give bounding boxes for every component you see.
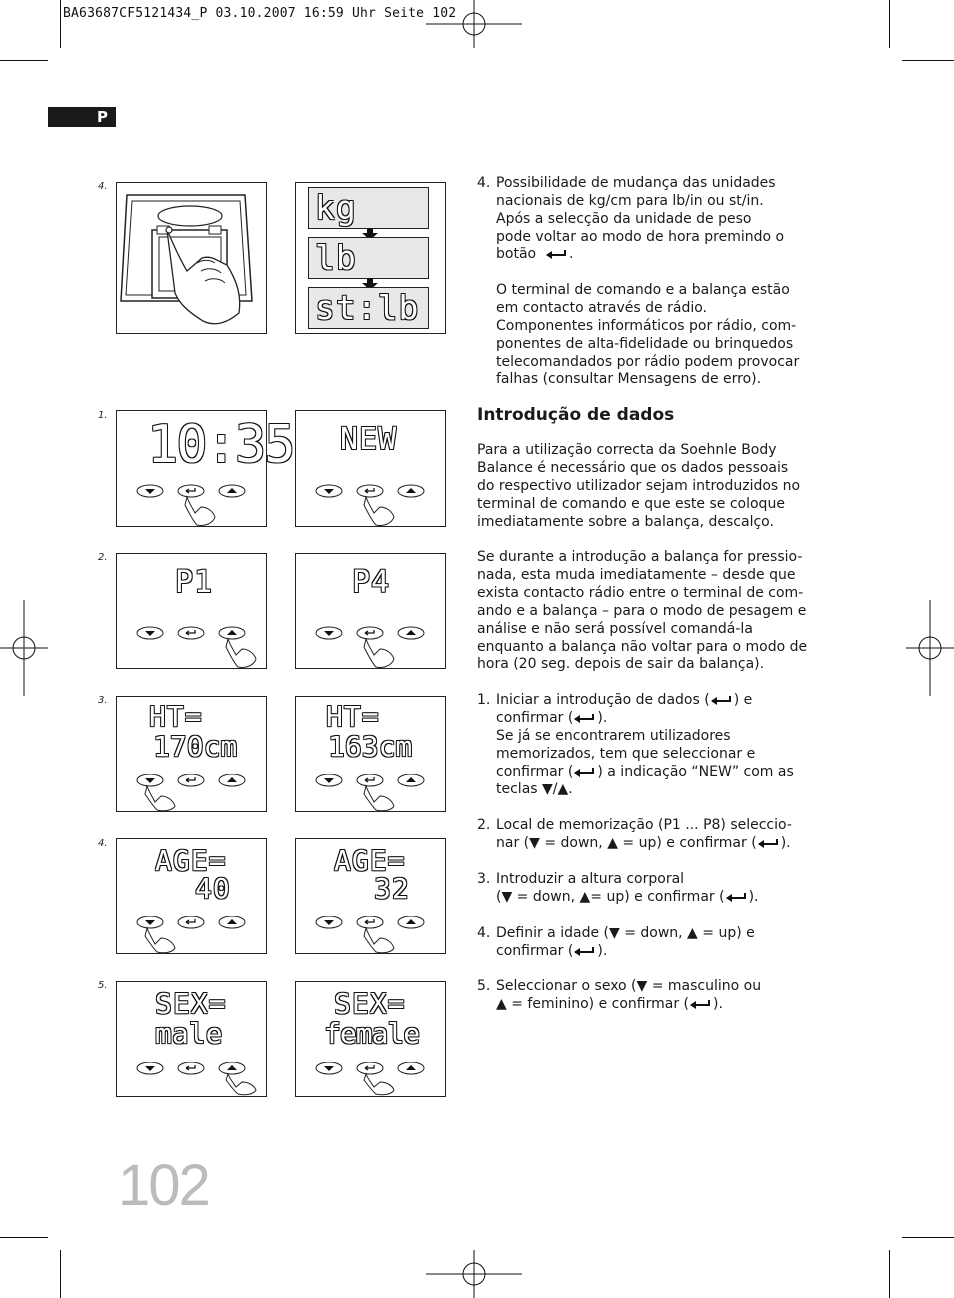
units-item [477,175,812,264]
display-panel-p4 [295,553,446,669]
text-fragment: botão [496,246,537,263]
display-panel-age-b [295,838,446,954]
text-line [496,246,812,264]
text-line: pode voltar ao modo de hora premindo o [496,228,785,245]
button-bar [314,625,434,669]
lcd-time: 10:35 [147,415,294,475]
text-fragment: ). [748,888,759,905]
text-line: em contacto através de rádio. [496,300,707,317]
scale-with-hand-icon [117,183,266,333]
lcd-p4: P4 [352,565,391,600]
crop-mark [889,1250,890,1298]
figure-step-number: 5. [98,980,108,991]
figure-step-number: 3. [98,695,108,706]
button-bar [135,1062,265,1096]
step-item [477,692,812,799]
text-line: Componentes informáticos por rádio, com- [496,317,797,334]
crop-mark [902,60,954,61]
text-fragment: ). [597,710,608,727]
text-line: telecomandados por rádio podem provocar [496,353,800,370]
page-number: 102 [118,1153,209,1218]
unit-label: st:lb [315,288,420,327]
lcd-sex-value: female [324,1017,420,1050]
unit-display-lb [308,237,429,279]
text-line: enquanto a balança não voltar para o modo de [477,638,808,655]
text-line: imediatamente sobre a balança, descalço. [477,513,774,530]
lcd-height-value: 163cm [328,730,413,763]
text-line: Após a selecção da unidade de peso [496,210,752,227]
button-bar [135,625,265,669]
text-line: falhas (consultar Mensagens de erro). [496,371,762,388]
lcd-new: NEW [340,422,398,457]
text-column [477,175,812,1014]
item-number: 2. [477,817,491,834]
text-fragment: confirmar ( [496,942,574,959]
lcd-age-label: AGE= [334,844,406,877]
crop-mark [0,1237,48,1238]
lcd-age-label: AGE= [155,844,227,877]
display-panel-sex-a [116,981,267,1097]
text-fragment: ). [713,996,723,1013]
unit-label: lb [315,238,357,277]
text-line: Balance é necessário que os dados pessoais [477,459,789,476]
registration-mark-right [906,600,954,696]
figure-step-number: 1. [98,410,108,421]
lcd-age-value: 32 [374,872,410,905]
display-panel-p1 [116,553,267,669]
step-item [477,817,812,853]
text-line: terminal de comando e que este se coloque [477,495,785,512]
text-line [496,889,812,907]
text-fragment: confirmar ( [496,710,574,727]
enter-key-icon [710,695,734,705]
paragraph [477,549,812,674]
text-fragment: confirmar ( [496,763,574,780]
paragraph [477,442,812,531]
unit-display-kg [308,187,429,229]
text-line: exista contacto rádio entre o terminal de com- [477,585,804,602]
button-bar [314,774,434,812]
unit-display-panel [295,182,446,334]
text-line: do respectivo utilizador sejam introduzidos no [477,477,801,494]
lcd-p1: P1 [175,565,214,600]
text-fragment: nar (▼ = down, ▲ = up) e confirmar ( [496,835,757,852]
enter-key-icon [757,838,781,848]
text-fragment: Iniciar a introdução de dados ( [496,692,710,709]
text-line: Seleccionar o sexo (▼ = masculino ou [496,978,762,995]
text-line: Se já se encontrarem utilizadores [496,727,731,744]
crop-mark [60,1250,61,1298]
crop-mark [902,1237,954,1238]
lcd-sex-value: male [155,1017,223,1050]
button-bar [314,916,434,954]
text-line [496,710,812,728]
lcd-sex-label: SEX= [334,987,406,1020]
figure-step-number: 4. [98,838,108,849]
figure-step-number: 4. [98,181,108,192]
text-line: Definir a idade (▼ = down, ▲ = up) e [496,924,755,941]
enter-key-icon [545,249,569,259]
display-panel-age-a [116,838,267,954]
radio-note [477,282,812,389]
lcd-sex-label: SEX= [155,987,227,1020]
lcd-height-label: HT= [149,700,203,733]
text-fragment: ). [597,942,608,959]
display-panel-time [116,410,294,527]
text-line [496,996,812,1014]
text-fragment: ) e [733,692,753,709]
button-bar [135,774,255,812]
unit-display-stlb [308,287,429,329]
text-line: teclas ▼/▲. [496,781,573,798]
text-line: análise e não será possível comandá-la [477,620,753,637]
button-bar [314,1062,434,1096]
language-tab [48,107,116,127]
unit-label: kg [315,188,357,227]
step-item [477,978,812,1014]
button-bar [135,916,255,954]
crop-mark [0,60,48,61]
text-line: Local de memorização (P1 ... P8) seleccio- [496,817,792,834]
print-header: BA63687CF5121434_P 03.10.2007 16:59 Uhr Seite 102 [63,6,457,21]
item-number: 1. [477,692,491,709]
text-line: O terminal de comando e a balança estão [496,282,790,299]
text-line: ponentes de alta-fidelidade ou brinquedos [496,335,794,352]
lcd-age-value: 40 [195,872,231,905]
item-number: 3. [477,871,491,887]
text-line: Possibilidade de mudança das unidades [496,175,776,191]
figure-step-number: 2. [98,552,108,563]
item-number: 4. [477,175,491,191]
text-fragment: ) a indicação “NEW” com as [597,763,794,780]
step-item [477,871,812,907]
text-fragment: ). [780,835,791,852]
crop-mark [60,0,61,48]
section-title: Introdução de dados [477,405,675,426]
enter-key-icon [573,713,597,723]
text-line: ando e a balança – para o modo de pesagem e [477,602,807,619]
language-tab-label: P [97,108,108,126]
text-fragment: . [569,246,574,263]
registration-mark-left [0,600,48,696]
item-number: 4. [477,924,491,941]
text-fragment: ▲ = feminino) e confirmar ( [496,996,689,1013]
text-line [496,943,812,961]
button-bar [314,483,434,527]
enter-key-icon [689,999,713,1009]
text-line: nada, esta muda imediatamente – desde que [477,567,796,584]
item-number: 5. [477,978,491,995]
text-line: Para a utilização correcta da Soehnle Body [477,442,777,459]
text-line [496,764,812,782]
enter-key-icon [725,892,749,902]
display-panel-sex-b [295,981,446,1097]
text-line [496,835,812,853]
text-line: Se durante a introdução a balança for pressio- [477,549,803,566]
text-fragment: (▼ = down, ▲= up) e confirmar ( [496,888,725,905]
scale-illustration [116,182,267,334]
display-panel-height-b [295,696,446,812]
button-bar [135,483,255,527]
text-line [496,692,812,710]
registration-mark-bottom [426,1250,522,1298]
text-line: nacionais de kg/cm para lb/in ou st/in. [496,192,764,209]
lcd-height-value: 170cm [153,730,238,763]
enter-key-icon [573,946,597,956]
text-line: memorizados, tem que seleccionar e [496,745,756,762]
crop-mark [889,0,890,48]
lcd-height-label: HT= [326,700,380,733]
text-line: Introduzir a altura corporal [496,871,685,887]
enter-key-icon [573,767,597,777]
display-panel-new [295,410,446,527]
display-panel-height-a [116,696,267,812]
step-item [477,925,812,961]
text-line: hora (20 seg. depois de sair da balança). [477,656,765,673]
